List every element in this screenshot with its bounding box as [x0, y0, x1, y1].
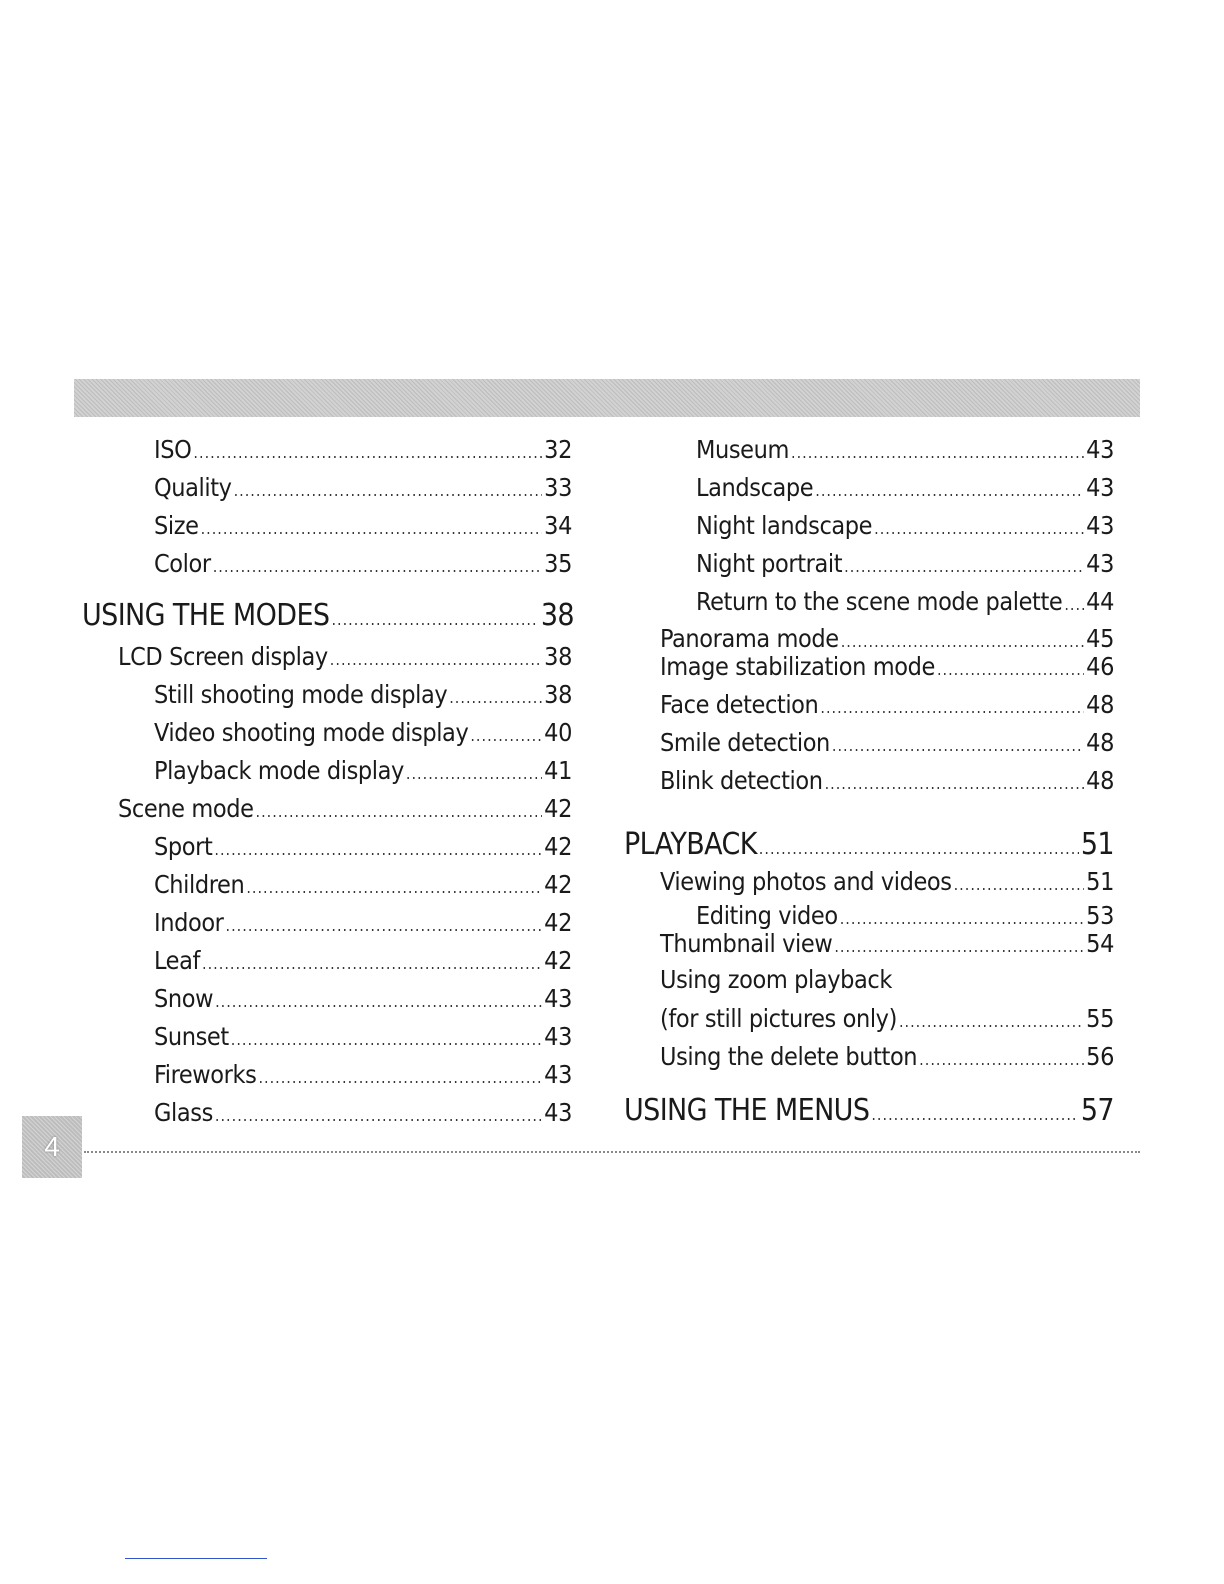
- toc-entry[interactable]: (for still pictures only) ..... 55: [660, 1004, 1114, 1036]
- toc-entry[interactable]: Indoor ..... 42: [154, 908, 572, 940]
- toc-entry[interactable]: Playback mode display ..... 41: [154, 756, 572, 788]
- page-number: 4: [44, 1131, 60, 1162]
- toc-entry[interactable]: Sport ..... 42: [154, 832, 572, 864]
- toc-entry[interactable]: Museum ..... 43: [696, 435, 1114, 467]
- toc-entry[interactable]: Return to the scene mode palette ..... 44: [696, 587, 1114, 619]
- footer-line: [125, 1558, 267, 1559]
- toc-entry[interactable]: Color ..... 35: [154, 549, 572, 581]
- toc-entry[interactable]: Children ..... 42: [154, 870, 572, 902]
- toc-entry[interactable]: Leaf ..... 42: [154, 946, 572, 978]
- footer-dotted-rule: [84, 1151, 1140, 1153]
- toc-entry[interactable]: Scene mode ..... 42: [118, 794, 572, 826]
- toc-entry[interactable]: Face detection ..... 48: [660, 690, 1114, 722]
- toc-entry[interactable]: Night landscape ..... 43: [696, 511, 1114, 543]
- toc-entry[interactable]: Smile detection ..... 48: [660, 728, 1114, 760]
- toc-entry[interactable]: Using the delete button ..... 56: [660, 1042, 1114, 1074]
- toc-entry[interactable]: Still shooting mode display ..... 38: [154, 680, 572, 712]
- toc-section-entry[interactable]: USING THE MENUS ..... 57: [624, 1093, 1114, 1131]
- toc-entry[interactable]: LCD Screen display ..... 38: [118, 642, 572, 674]
- toc-entry[interactable]: Landscape ..... 43: [696, 473, 1114, 505]
- toc-entry[interactable]: Editing video ..... 53: [696, 901, 1114, 933]
- toc-entry[interactable]: ISO ..... 32: [154, 435, 572, 467]
- toc-entry-label: Using zoom playback: [660, 965, 892, 994]
- toc-entry[interactable]: Thumbnail view ..... 54: [660, 929, 1114, 961]
- toc-entry[interactable]: Image stabilization mode ..... 46: [660, 652, 1114, 684]
- toc-entry[interactable]: Panorama mode ..... 45: [660, 624, 1114, 656]
- toc-entry[interactable]: Fireworks ..... 43: [154, 1060, 572, 1092]
- toc-entry[interactable]: Quality ..... 33: [154, 473, 572, 505]
- page-number-tab: [22, 1116, 82, 1178]
- toc-section-entry[interactable]: USING THE MODES ..... 38: [82, 598, 574, 636]
- header-band: [74, 379, 1140, 417]
- toc-entry[interactable]: Sunset ..... 43: [154, 1022, 572, 1054]
- toc-entry[interactable]: Blink detection ..... 48: [660, 766, 1114, 798]
- toc-entry[interactable]: Night portrait ..... 43: [696, 549, 1114, 581]
- toc-entry[interactable]: Viewing photos and videos ..... 51: [660, 867, 1114, 899]
- toc-entry[interactable]: Snow ..... 43: [154, 984, 572, 1016]
- toc-entry[interactable]: Video shooting mode display ..... 40: [154, 718, 572, 750]
- toc-section-entry[interactable]: PLAYBACK ..... 51: [624, 827, 1114, 865]
- toc-entry[interactable]: Size ..... 34: [154, 511, 572, 543]
- toc-entry[interactable]: Glass ..... 43: [154, 1098, 572, 1130]
